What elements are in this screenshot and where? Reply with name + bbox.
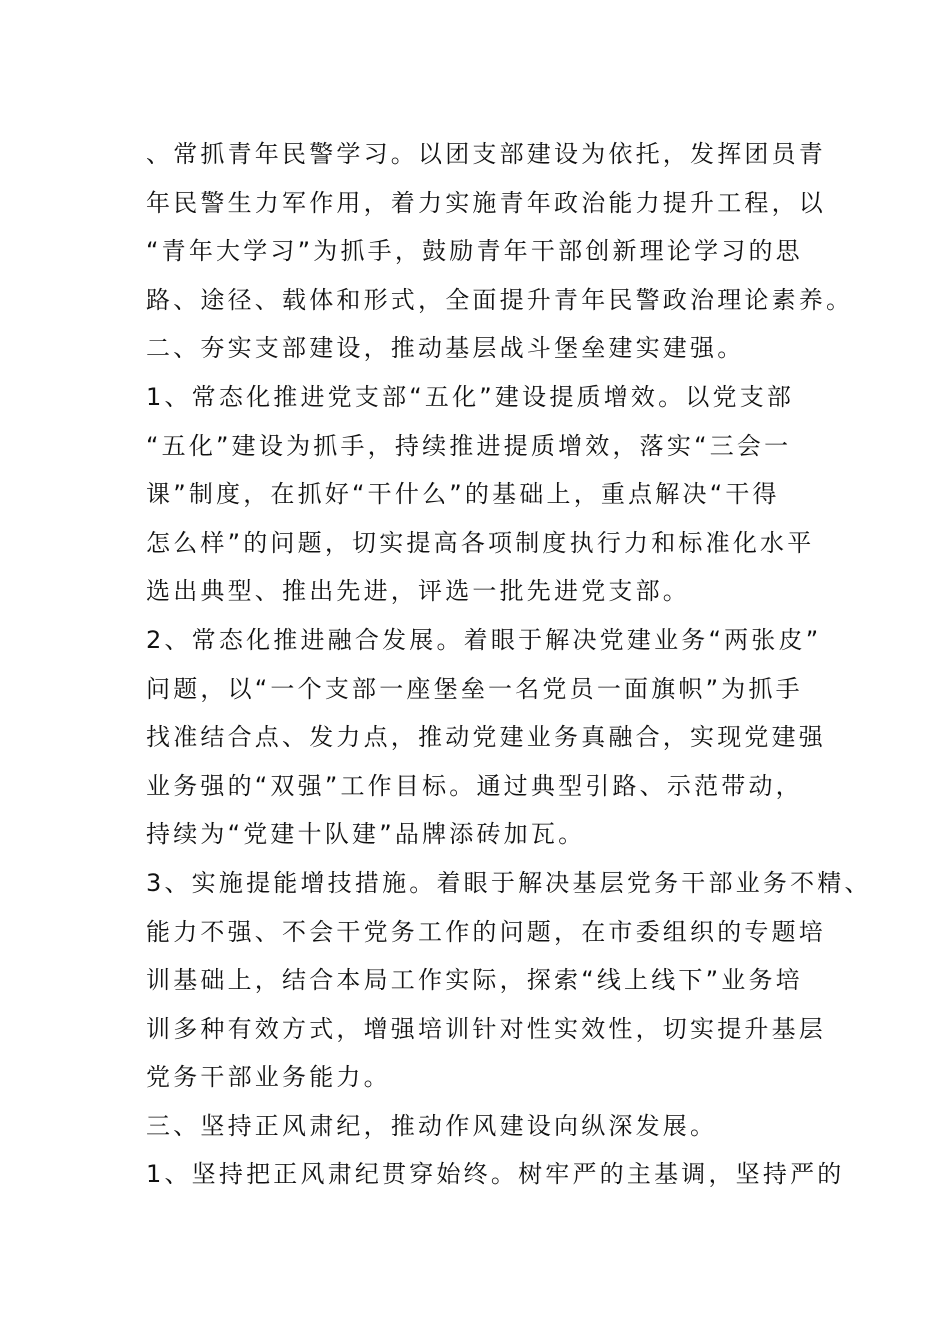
- text-line: 持续为“党建十队建”品牌添砖加瓦。: [146, 820, 586, 849]
- text-line: 年民警生力军作用，着力实施青年政治能力提升工程，以: [146, 188, 826, 217]
- section-heading: 三、坚持正风肃纪，推动作风建设向纵深发展。: [146, 1111, 718, 1140]
- document-body: [146, 130, 872, 1199]
- text-line: 党务干部业务能力。: [146, 1063, 391, 1092]
- text-line: 训基础上，结合本局工作实际，探索“线上线下”业务培: [146, 966, 803, 995]
- text-line: 课”制度，在抓好“干什么”的基础上，重点解决“干得: [146, 480, 780, 509]
- section-heading: 二、夯实支部建设，推动基层战斗堡垒建实建强。: [146, 334, 745, 363]
- text-line: 训多种有效方式，增强培训针对性实效性，切实提升基层: [146, 1014, 826, 1043]
- text-line: “五化”建设为抓手，持续推进提质增效，落实“三会一: [146, 431, 792, 460]
- text-line: 找准结合点、发力点，推动党建业务真融合，实现党建强: [146, 723, 826, 752]
- text-line: “青年大学习”为抓手，鼓励青年干部创新理论学习的思: [146, 237, 803, 266]
- text-line: 业务强的“双强”工作目标。通过典型引路、示范带动，: [146, 771, 803, 800]
- text-line: 3、实施提能增技措施。着眼于解决基层党务干部业务不精、: [146, 868, 872, 897]
- text-line: 选出典型、推出先进，评选一批先进党支部。: [146, 577, 690, 606]
- text-line: 1、坚持把正风肃纪贯穿始终。树牢严的主基调，坚持严的: [146, 1160, 845, 1189]
- text-line: 路、途径、载体和形式，全面提升青年民警政治理论素养。: [146, 285, 854, 314]
- text-line: 怎么样”的问题，切实提高各项制度执行力和标准化水平: [146, 528, 815, 557]
- text-line: 能力不强、不会干党务工作的问题，在市委组织的专题培: [146, 917, 826, 946]
- text-line: 1、常态化推进党支部“五化”建设提质增效。以党支部: [146, 382, 795, 411]
- text-line: 、常抓青年民警学习。以团支部建设为依托，发挥团员青: [146, 140, 826, 168]
- text-line: 2、常态化推进融合发展。着眼于解决党建业务“两张皮”: [146, 625, 822, 654]
- text-line: 问题，以“一个支部一座堡垒一名党员一面旗帜”为抓手: [146, 674, 803, 703]
